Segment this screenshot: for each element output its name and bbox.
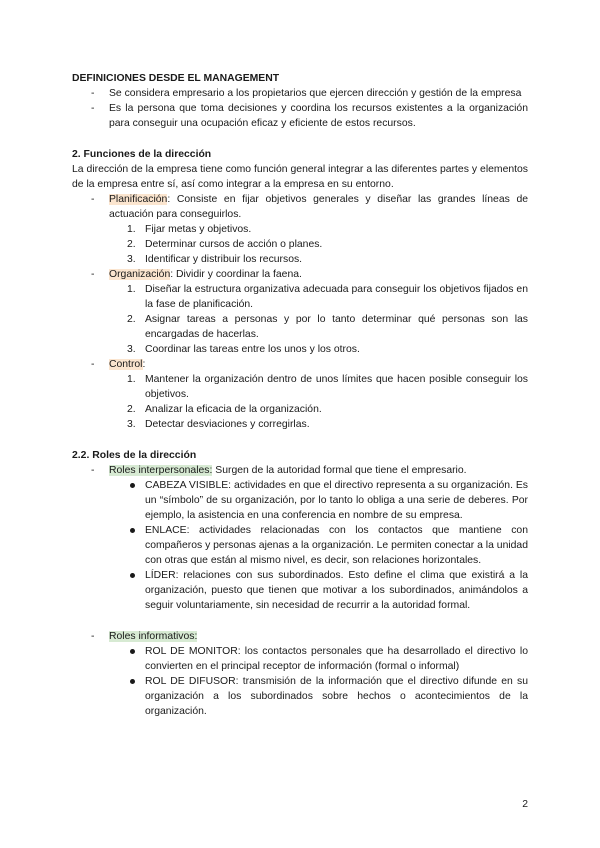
roles-description: Surgen de la autoridad formal que tiene el empresario. [212, 465, 467, 476]
numbered-item: 2. Asignar tareas a personas y por lo tanto determinar qué personas son las encargadas de hacerlas. [127, 314, 528, 340]
numbered-item: 2. Determinar cursos de acción o planes. [127, 239, 323, 250]
function-description: : Consiste en fijar objetivos generales y diseñar las grandes líneas de actuación para conseguirlos. [109, 194, 528, 220]
numbered-item: 3. Identificar y distribuir los recursos. [127, 254, 303, 265]
bullet-dot-icon [130, 649, 135, 654]
section-heading-definiciones: DEFINICIONES DESDE EL MANAGEMENT [72, 73, 280, 84]
numbered-item: 3. Detectar desviaciones y corregirlas. [127, 419, 310, 430]
bullet-item: ROL DE MONITOR: los contactos personales que ha desarrollado el directivo lo convierten en el principal receptor de información (formal o informal) [72, 644, 528, 674]
function-item-planificacion: - Planificación: Consiste en fijar objetivos generales y diseñar las grandes líneas de actuación para conseguirlos. [91, 194, 528, 220]
highlighted-term: Organización [109, 269, 171, 280]
list-item: - Se considera empresario a los propietarios que ejercen dirección y gestión de la empresa [91, 88, 522, 99]
bullet-dot-icon [130, 483, 135, 488]
highlighted-term: Control [109, 359, 143, 370]
bullet-dot-icon [130, 528, 135, 533]
function-item-control: - Control: [91, 359, 146, 370]
roles-interpersonales-item: - Roles interpersonales: Surgen de la autoridad formal que tiene el empresario. [91, 465, 467, 476]
bullet-dot-icon [130, 679, 135, 684]
highlighted-term: Planificación [109, 194, 168, 205]
roles-informativos-item: - Roles informativos: [91, 631, 198, 642]
function-description: : Dividir y coordinar la faena. [170, 269, 302, 280]
numbered-item: 3. Coordinar las tareas entre los unos y los otros. [127, 344, 360, 355]
bullet-item: ENLACE: actividades relacionadas con los contactos que mantiene con compañeros y personas ajenas a la organización. Le permiten conectar a la unidad con otras que están al mismo nivel, es decir, son relaciones horizontales. [72, 523, 528, 568]
section-heading-roles: 2.2. Roles de la dirección [72, 450, 197, 461]
bullet-item: ROL DE DIFUSOR: transmisión de la información que el directivo difunde en su organización a los subordinados sobre hechos o acontecimientos de la organización. [72, 674, 528, 719]
highlighted-term: Roles interpersonales: [109, 465, 213, 476]
numbered-item: 1. Fijar metas y objetivos. [127, 224, 252, 235]
section-intro-paragraph: La dirección de la empresa tiene como función general integrar a las diferentes partes y elementos de la empresa entre sí, así como integrar a la empresa en su entorno. [72, 164, 528, 190]
function-item-organizacion: - Organización: Dividir y coordinar la faena. [91, 269, 302, 280]
bullet-item: CABEZA VISIBLE: actividades en que el directivo representa a su organización. Es un “símbolo” de su organización, por lo tanto lo obliga a una serie de deberes. Por ejemplo, la asistencia en una conferencia en nombre de su empresa. [72, 478, 528, 523]
bullet-item: LÍDER: relaciones con sus subordinados. Esto define el clima que existirá a la organización, puesto que tienen que motivar a los subordinados, animándolos a seguir voluntariamente, sin necesidad de recurrir a la autoridad formal. [72, 568, 528, 613]
bullet-dot-icon [130, 573, 135, 578]
numbered-item: 2. Analizar la eficacia de la organización. [127, 404, 322, 415]
list-item-text: Se considera empresario a los propietarios que ejercen dirección y gestión de la empresa [109, 88, 522, 99]
list-item-text: Es la persona que toma decisiones y coordina los recursos existentes a la organización para conseguir una ocupación eficaz y eficiente de estos recursos. [109, 103, 528, 129]
page-number: 2 [522, 799, 528, 810]
function-description: : [142, 359, 146, 370]
highlighted-term: Roles informativos: [109, 631, 198, 642]
section-heading-funciones: 2. Funciones de la dirección [72, 149, 212, 160]
numbered-item: 1. Diseñar la estructura organizativa adecuada para conseguir los objetivos fijados en la fase de planificación. [127, 284, 528, 310]
list-item: - Es la persona que toma decisiones y coordina los recursos existentes a la organización para conseguir una ocupación eficaz y eficiente de estos recursos. [91, 103, 528, 129]
numbered-item: 1. Mantener la organización dentro de unos límites que hacen posible conseguir los objetivos. [127, 374, 528, 400]
page-content [72, 71, 528, 719]
